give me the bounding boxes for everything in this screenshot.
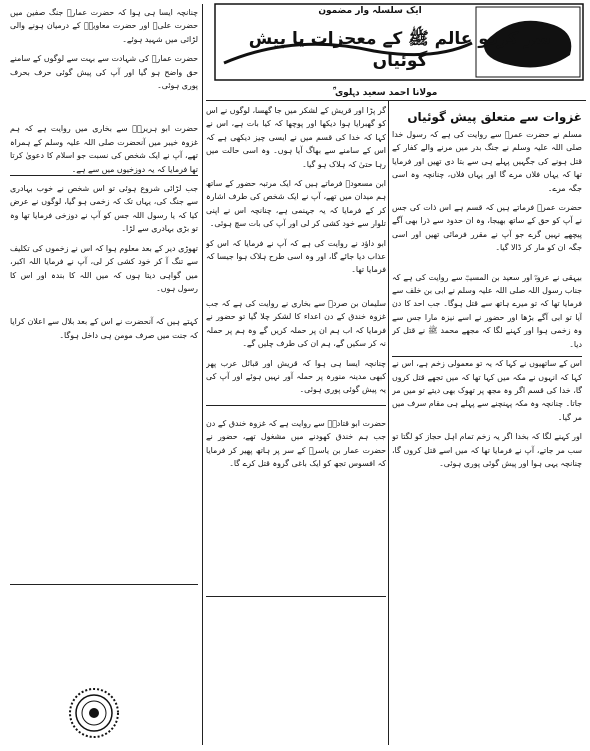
paragraph: ابن مسعودؓ فرماتے ہیں کہ ایک مرتبہ حضور کے ساتھ ہم میدان میں تھے، آپ نے ایک شخص کی طرف اشارہ کر کے فرمایا کہ یہ جہنمی ہے، چنانچہ اس نے اپنی تلوار سے خود کشی کر لی اور آپ کی بات سچ ہوئی۔: [206, 179, 386, 229]
paragraph: چنانچہ ایسا ہی ہوا کہ قریش اور قبائل عرب پھر کبھی مدینہ منورہ پر حملہ آور نہیں ہوئے اور آپ کی یہ پیش گوئی پوری ہوئی۔: [206, 358, 386, 395]
paragraph: سلیمان بن صردؓ سے بخاری نے روایت کی ہے کہ جب غزوہ خندق کے دن اعداء کا لشکر چلا گیا تو حضور نے فرمایا کہ اب ہم ان پر حملہ کریں گے وہ ہم پر حملہ نہ کر سکیں گے، ہم ان کی طرف چلیں گے۔: [206, 298, 386, 349]
paragraph: جب لڑائی شروع ہوئی تو اس شخص نے خوب بہادری سے جنگ کی، یہاں تک کہ زخمی ہو گیا، لوگوں نے عرض کیا کہ یا رسول اللہ جس کو آپ نے دوزخی فرمایا تھا وہ تو بڑی بہادری سے لڑا۔: [10, 184, 198, 234]
header-rule: [206, 100, 586, 101]
page-title: سر کردو عالم ﷺ کے معجزات یا پیش گوئیاں: [248, 29, 552, 71]
paragraph: اس کے ساتھیوں نے کہا کہ یہ تو معمولی زخم ہے، اس نے کہا کہ انہوں نے مکہ میں کہا تھا کہ میں تجھے قتل کروں گا، خدا کی قسم اگر وہ مجھ پر تھوک بھی دیتے تو میں مر جاتا۔ چنانچہ وہ مکہ پہنچنے سے پہلے ہی مقام سرف میں مر گیا۔: [392, 359, 582, 422]
paragraph: چنانچہ ایسا ہی ہوا کہ حضرت عمارؓ جنگ صفین میں حضرت علیؓ اور حضرت معاویہؓ کے درمیان ہونے والی لڑائی میں شہید ہوئے۔: [10, 8, 198, 44]
paragraph: حضرت ابو ہریرہؓ سے بخاری میں روایت ہے کہ ہم غزوہ خیبر میں آنحضرت صلی اللہ علیہ وسلم کے ہمراہ تھے، آپ نے ایک شخص کی نسبت جو اسلام کا دعویٰ کرتا تھا فرمایا کہ یہ دوزخیوں میں سے ہے۔: [10, 124, 198, 174]
paragraph: حضرت عمارؓ کی شہادت سے بہت سے لوگوں کے سامنے حق واضح ہو گیا اور آپ کی پیش گوئی حرف بحرف پوری ہوئی۔: [10, 54, 198, 91]
ornament-medallion: [68, 687, 120, 739]
paragraph: بیہقی نے عروہؓ اور سعید بن المسیبؓ سے روایت کی ہے کہ جناب رسول اللہ صلی اللہ علیہ وسلم نے ابی بن خلف سے فرمایا تھا کہ تو میرے ہاتھ سے قتل ہوگا۔ جب احد کا دن آیا تو ابی آگے بڑھا اور حضور نے اسے نیزہ مارا جس سے وہ زخمی ہوا اور کہنے لگا کہ مجھے محمد ﷺ نے قتل کر دیا۔: [392, 272, 582, 349]
column-divider-right: [388, 100, 389, 745]
paragraph: کہتے ہیں کہ آنحضرت نے اس کے بعد بلال سے اعلان کرایا کہ جنت میں صرف مومن ہی داخل ہوگا۔: [10, 317, 198, 340]
section-heading: غزوات سے متعلق پیش گوئیاں: [407, 110, 582, 124]
article-column-right: [392, 104, 582, 744]
paragraph: حضرت عمرؓ فرماتے ہیں کہ قسم ہے اس ذات کی جس نے آپ کو حق کے ساتھ بھیجا، وہ ان حدود سے ذرا بھی آگے پیچھے نہیں گرے جو آپ نے مقرر فرمائی تھیں اور اسی جگہ ان کو مار کر ڈالا گیا۔: [392, 203, 582, 253]
series-label: ایک سلسلہ وار مضمون: [318, 6, 422, 16]
column-divider-left: [202, 4, 203, 745]
paragraph: حضرت ابو قتادہؓ سے روایت ہے کہ غزوہ خندق کے دن جب ہم خندق کھودنے میں مشغول تھے، حضور نے حضرت عمار بن یاسرؓ کے سر پر ہاتھ پھیر کر فرمایا کہ افسوس تجھ کو ایک باغی گروہ قتل کرے گا۔: [206, 418, 386, 468]
paragraph: مسلم نے حضرت عمرؓ سے روایت کی ہے کہ رسول خدا صلی اللہ علیہ وسلم نے جنگ بدر میں مرنے والے کفار کے قتل ہونے کی جگہیں پہلے ہی سے بتا دی تھیں اور فرمایا تھا کہ یہاں فلاں مرے گا اور یہاں فلاں، چنانچہ وہ اسی جگہ مرے۔: [392, 130, 582, 193]
paragraph: گر پڑا اور قریش کے لشکر میں جا گھسا، لوگوں نے اس کو گھبرایا ہوا دیکھا اور پوچھا کہ کیا بات ہے، اس نے کہا کہ خدا کی قسم میں نے ایسی چیز دیکھی ہے کہ اس کے سامنے سے بھاگ آیا ہوں۔ وہ اسی حالت میں رہا حتیٰ کہ ہلاک ہو گیا۔: [206, 106, 386, 169]
paragraph: تھوڑی دیر کے بعد معلوم ہوا کہ اس نے زخموں کی تکلیف سے تنگ آ کر خود کشی کر لی، آپ نے فرمایا اللہ اکبر، میں گواہی دیتا ہوں کہ میں اللہ کا بندہ اور اس کا رسول ہوں۔: [10, 243, 198, 293]
article-column-middle: [206, 104, 386, 744]
paragraph: اور کہنے لگا کہ بخدا اگر یہ زخم تمام اہل حجاز کو لگتا تو سب مر جاتے، آپ نے فرمایا تھا کہ میں اسے قتل کروں گا، چنانچہ یہی ہوا اور پیش گوئی پوری ہوئی۔: [392, 432, 582, 468]
article-column-left: [10, 6, 198, 646]
author-byline: مولانا احمد سعید دہلوی ؒ: [332, 88, 438, 98]
paragraph: ابو داؤد نے روایت کی ہے کہ آپ نے فرمایا کہ اس کو عذاب دیا جائے گا، اور وہ اسی طرح ہلاک ہوا جیسا کہ فرمایا تھا۔: [206, 238, 386, 275]
